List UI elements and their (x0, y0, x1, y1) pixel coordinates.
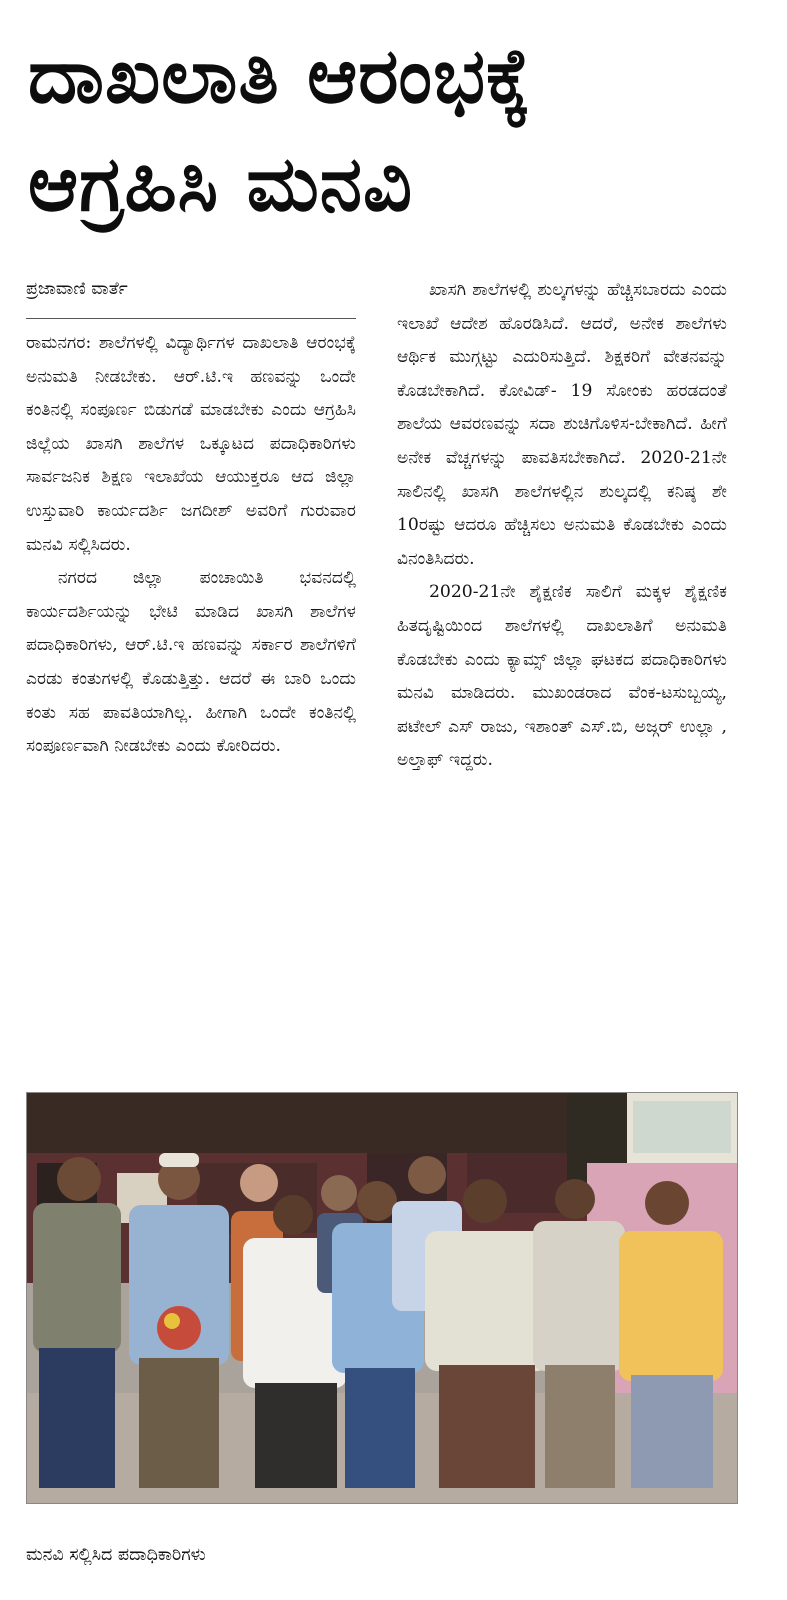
left-paragraph-2: ನಗರದ ಜಿಲ್ಲಾ ಪಂಚಾಯಿತಿ ಭವನದಲ್ಲಿ ಕಾರ್ಯದರ್ಶಿಯನ್ನು ಭೇಟಿ ಮಾಡಿದ ಖಾಸಗಿ ಶಾಲೆಗಳ ಪದಾಧಿಕಾರಿಗಳು, ಆರ್.ಟಿ.ಇ ಹಣವನ್ನು ಸರ್ಕಾರ ಶಾಲೆಗಳಿಗೆ ಎರಡು ಕಂತುಗಳಲ್ಲಿ ಕೊಡುತ್ತಿತ್ತು. ಆದರೆ ಈ ಬಾರಿ ಒಂದು ಕಂತು ಸಹ ಪಾವತಿಯಾಗಿಲ್ಲ. ಹೀಗಾಗಿ ಒಂದೇ ಕಂತಿನಲ್ಲಿ ಸಂಪೂರ್ಣವಾಗಿ ನೀಡಬೇಕು ಎಂದು ಕೋರಿದರು. (26, 568, 356, 757)
headline-line-1: ದಾಖಲಾತಿ ಆರಂಭಕ್ಕೆ (28, 31, 532, 120)
byline-divider (26, 318, 356, 319)
left-paragraph-1: ರಾಮನಗರ: ಶಾಲೆಗಳಲ್ಲಿ ವಿದ್ಯಾರ್ಥಿಗಳ ದಾಖಲಾತಿ ಆರಂಭಕ್ಕೆ ಅನುಮತಿ ನೀಡಬೇಕು. ಆರ್.ಟಿ.ಇ ಹಣವನ್ನು ಒಂದೇ ಕಂತಿನಲ್ಲಿ ಸಂಪೂರ್ಣ ಬಿಡುಗಡೆ ಮಾಡಬೇಕು ಎಂದು ಆಗ್ರಹಿಸಿ ಜಿಲ್ಲೆಯ ಖಾಸಗಿ ಶಾಲೆಗಳ ಒಕ್ಕೂಟದ ಪದಾಧಿಕಾರಿಗಳು ಸಾರ್ವಜನಿಕ ಶಿಕ್ಷಣ ಇಲಾಖೆಯ ಆಯುಕ್ತರೂ ಆದ ಜಿಲ್ಲಾ ಉಸ್ತುವಾರಿ ಕಾರ್ಯದರ್ಶಿ ಜಗದೀಶ್ ಅವರಿಗೆ ಗುರುವಾರ ಮನವಿ ಸಲ್ಲಿಸಿದರು. (26, 333, 356, 555)
photo-caption: ಮನವಿ ಸಲ್ಲಿಸಿದ ಪದಾಧಿಕಾರಿಗಳು (26, 1545, 206, 1565)
group-photo-illustration (27, 1093, 737, 1503)
byline: ಪ್ರಜಾವಾಣಿ ವಾರ್ತೆ (26, 279, 128, 299)
right-column (397, 274, 727, 778)
right-paragraph-2: 2020-21ನೇ ಶೈಕ್ಷಣಿಕ ಸಾಲಿಗೆ ಮಕ್ಕಳ ಶೈಕ್ಷಣಿಕ ಹಿತದೃಷ್ಟಿಯಿಂದ ಶಾಲೆಗಳಲ್ಲಿ ದಾಖಲಾತಿಗೆ ಅನುಮತಿ ಕೊಡಬೇಕು ಎಂದು ಕ್ಯಾಮ್ಸ್ ಜಿಲ್ಲಾ ಘಟಕದ ಪದಾಧಿಕಾರಿಗಳು ಮನವಿ ಮಾಡಿದರು. ಮುಖಂಡರಾದ ವೆಂಕ-ಟಸುಬ್ಬಯ್ಯ, ಪಟೇಲ್ ಎಸ್ ರಾಜು, ಇಶಾಂತ್ ಎಸ್.ಬಿ, ಅಜ್ಗರ್ ಉಲ್ಲಾ , ಅಲ್ತಾಫ್ ಇದ್ದರು. (397, 582, 727, 771)
headline-line-2: ಆಗ್ರಹಿಸಿ ಮನವಿ (28, 139, 414, 228)
group-photo (26, 1092, 738, 1504)
right-paragraph-1: ಖಾಸಗಿ ಶಾಲೆಗಳಲ್ಲಿ ಶುಲ್ಕಗಳನ್ನು ಹೆಚ್ಚಿಸಬಾರದು ಎಂದು ಇಲಾಖೆ ಆದೇಶ ಹೊರಡಿಸಿದೆ. ಆದರೆ, ಅನೇಕ ಶಾಲೆಗಳು ಆರ್ಥಿಕ ಮುಗ್ಗಟ್ಟು ಎದುರಿಸುತ್ತಿದೆ. ಶಿಕ್ಷಕರಿಗೆ ವೇತನವನ್ನು ಕೊಡಬೇಕಾಗಿದೆ. ಕೋವಿಡ್- 19 ಸೋಂಕು ಹರಡದಂತೆ ಶಾಲೆಯ ಆವರಣವನ್ನು ಸದಾ ಶುಚಿಗೊಳಿಸ-ಬೇಕಾಗಿದೆ. ಹೀಗೆ ಅನೇಕ ವೆಚ್ಚಗಳನ್ನು ಪಾವತಿಸಬೇಕಾಗಿದೆ. 2020-21ನೇ ಸಾಲಿನಲ್ಲಿ ಖಾಸಗಿ ಶಾಲೆಗಳಲ್ಲಿನ ಶುಲ್ಕದಲ್ಲಿ ಕನಿಷ್ಠ ಶೇ 10ರಷ್ಟು ಆದರೂ ಹೆಚ್ಚಿಸಲು ಅನುಮತಿ ಕೊಡಬೇಕು ಎಂದು ವಿನಂತಿಸಿದರು. (397, 280, 727, 569)
left-column (26, 274, 356, 764)
headline (28, 22, 758, 238)
